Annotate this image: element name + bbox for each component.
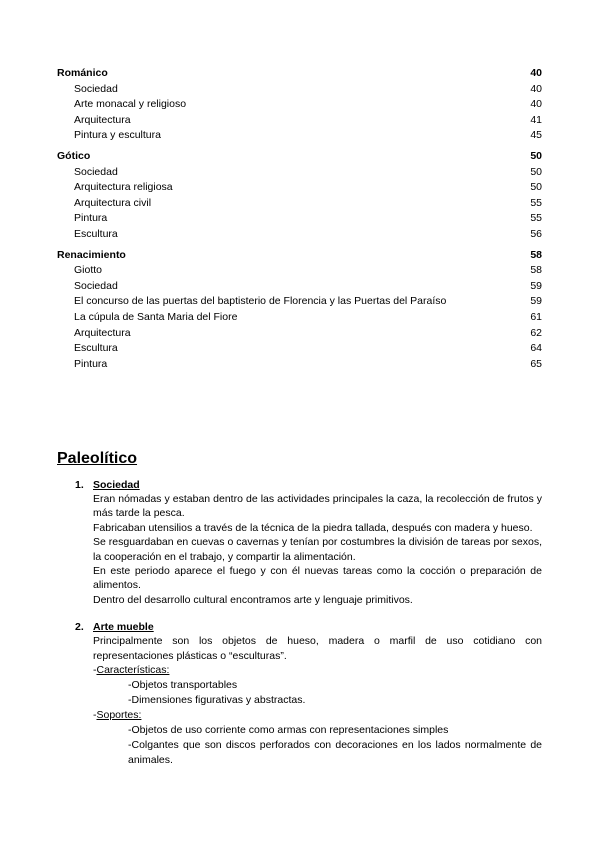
toc-entry[interactable]	[57, 128, 542, 144]
toc-entry[interactable]	[57, 180, 542, 196]
toc-entry-title: Escultura	[74, 342, 118, 355]
subgroup-label-text: Soportes:	[96, 709, 142, 722]
chapter-title: Paleolítico	[57, 450, 138, 467]
paragraph: Dentro del desarrollo cultural encontramos arte y lenguaje primitivos.	[93, 593, 413, 606]
toc-entry-title: Giotto	[74, 264, 103, 277]
toc-entry[interactable]	[57, 196, 542, 212]
toc-entry-title: Románico	[57, 67, 108, 79]
toc-entry-title: Pintura	[74, 212, 108, 225]
table-of-contents	[57, 66, 542, 377]
toc-entry-page: 65	[530, 357, 542, 370]
paragraph: Fabricaban utensilios a través de la técnica de la piedra tallada, después con madera y hueso.	[93, 521, 533, 534]
subgroup-label: -Soportes:	[93, 709, 142, 722]
toc-entry-title: Arte monacal y religioso	[74, 98, 187, 111]
toc-entry[interactable]	[57, 341, 542, 357]
list-item: -Objetos transportables	[128, 679, 238, 692]
subgroup-label: -Características:	[93, 664, 170, 677]
section-heading	[57, 620, 542, 634]
toc-entry-title: Arquitectura	[74, 326, 131, 339]
toc-entry[interactable]	[57, 211, 542, 227]
toc-section-heading[interactable]	[57, 66, 542, 82]
toc-entry-title: Arquitectura religiosa	[74, 181, 173, 194]
toc-entry-page: 55	[530, 196, 542, 209]
list-item: -Colgantes que son discos perforados con decoraciones en los lados normalmente de animales.	[128, 739, 542, 767]
toc-entry-page: 58	[530, 248, 542, 261]
section-paragraphs	[57, 634, 542, 663]
toc-entry-page: 45	[530, 129, 542, 142]
toc-entry-title: Arquitectura	[74, 113, 131, 126]
toc-entry-title: Pintura	[74, 357, 108, 370]
toc-entry[interactable]	[57, 113, 542, 129]
toc-entry-page: 40	[530, 82, 542, 95]
toc-entry-page: 55	[530, 212, 542, 225]
toc-entry-page: 50	[530, 165, 542, 178]
paragraph: Principalmente son los objetos de hueso, madera o marfil de uso cotidiano con representaciones plásticas o “esculturas”.	[93, 635, 542, 662]
toc-section-heading[interactable]	[57, 248, 542, 264]
toc-entry-title: El concurso de las puertas del baptisterio de Florencia y las Puertas del Paraíso	[74, 295, 447, 308]
toc-entry-page: 40	[530, 98, 542, 111]
toc-entry[interactable]	[57, 326, 542, 342]
section-paragraphs	[57, 492, 542, 607]
toc-entry[interactable]	[57, 165, 542, 181]
toc-section	[57, 149, 542, 243]
toc-entry-page: 59	[530, 279, 542, 292]
toc-entry-page: 40	[530, 67, 542, 79]
toc-section	[57, 248, 542, 373]
toc-section-heading[interactable]	[57, 149, 542, 165]
section-title: Arte mueble	[93, 621, 154, 634]
section-heading	[57, 478, 542, 492]
toc-entry-title: La cúpula de Santa Maria del Fiore	[74, 310, 238, 323]
toc-entry-page: 59	[530, 295, 542, 308]
toc-entry-page: 56	[530, 227, 542, 240]
toc-entry-title: Escultura	[74, 227, 118, 240]
toc-entry-title: Renacimiento	[57, 248, 126, 261]
document-body	[57, 450, 542, 781]
toc-entry[interactable]	[57, 294, 542, 310]
toc-entry-page: 64	[530, 342, 542, 355]
toc-entry-page: 41	[530, 113, 542, 126]
toc-entry-title: Pintura y escultura	[74, 129, 161, 142]
toc-entry-title: Sociedad	[74, 82, 118, 95]
toc-entry-title: Sociedad	[74, 279, 118, 292]
list-item: -Objetos de uso corriente como armas con representaciones simples	[128, 724, 449, 737]
toc-entry-page: 62	[530, 326, 542, 339]
section-number: 2.	[75, 621, 84, 634]
paragraph: Se resguardaban en cuevas o cavernas y tenían por costumbres la división de tareas por sexos, la cooperación en el trabajo, y compartir la alimentación.	[93, 536, 542, 563]
toc-entry-page: 50	[530, 181, 542, 194]
section-title: Sociedad	[93, 479, 140, 491]
toc-entry-page: 61	[530, 310, 542, 323]
toc-entry-page: 58	[530, 264, 542, 277]
toc-entry[interactable]	[57, 82, 542, 98]
paragraph: Eran nómadas y estaban dentro de las actividades principales la caza, la recolección de frutos y más tarde la pesca.	[93, 493, 542, 520]
subgroup-items	[57, 678, 542, 708]
section-sociedad	[57, 478, 542, 607]
toc-entry-page: 50	[530, 149, 542, 162]
toc-entry[interactable]	[57, 279, 542, 295]
subgroup-label-text: Características:	[96, 664, 170, 677]
subgroup-items	[57, 723, 542, 768]
toc-entry[interactable]	[57, 97, 542, 113]
list-item: -Dimensiones figurativas y abstractas.	[128, 694, 306, 707]
toc-section	[57, 66, 542, 144]
toc-entry[interactable]	[57, 310, 542, 326]
paragraph: En este periodo aparece el fuego y con él nuevas tareas como la cocción o preparación de alimentos.	[93, 565, 542, 592]
section-number: 1.	[75, 479, 84, 491]
toc-entry[interactable]	[57, 263, 542, 279]
toc-entry[interactable]	[57, 357, 542, 373]
toc-entry[interactable]	[57, 227, 542, 243]
toc-entry-title: Arquitectura civil	[74, 196, 152, 209]
section-arte-mueble	[57, 620, 542, 768]
toc-entry-title: Sociedad	[74, 165, 118, 178]
toc-entry-title: Gótico	[57, 149, 91, 162]
